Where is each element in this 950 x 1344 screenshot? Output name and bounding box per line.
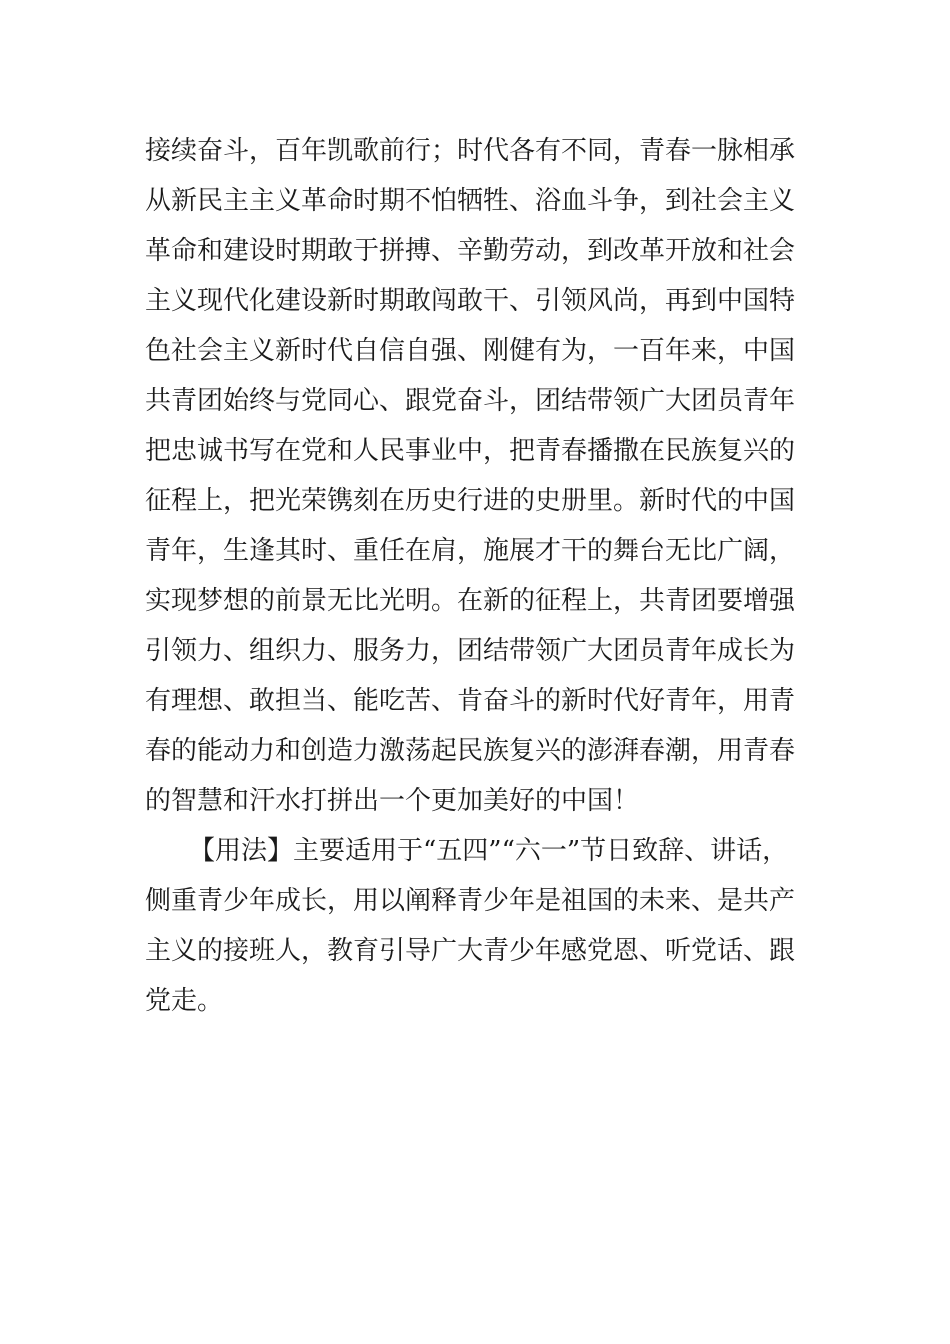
text-line: 接续奋斗，百年凯歌前行；时代各有不同，青春一脉相承 — [145, 136, 796, 166]
usage-label: 【用法】 — [189, 836, 294, 866]
text-line: 革命和建设时期敢于拼搏、辛勤劳动，到改革开放和社会 — [145, 236, 796, 266]
paragraph-usage — [145, 826, 845, 1026]
text-line: 把忠诚书写在党和人民事业中，把青春播撒在民族复兴的 — [145, 436, 796, 466]
text-line: 青年，生逢其时、重任在肩，施展才干的舞台无比广阔， — [145, 536, 796, 566]
text-line: 春的能动力和创造力激荡起民族复兴的澎湃春潮，用青春 — [145, 736, 796, 766]
text-line: 有理想、敢担当、能吃苦、肯奋斗的新时代好青年，用青 — [145, 686, 796, 716]
text-line: 实现梦想的前景无比光明。在新的征程上，共青团要增强 — [145, 586, 796, 616]
text-line: 主义现代化建设新时期敢闯敢干、引领风尚，再到中国特 — [145, 286, 796, 316]
document-body — [145, 126, 845, 1026]
text-line: 引领力、组织力、服务力，团结带领广大团员青年成长为 — [145, 636, 796, 666]
text-line: 共青团始终与党同心、跟党奋斗，团结带领广大团员青年 — [145, 386, 796, 416]
text-line: 的智慧和汗水打拼出一个更加美好的中国！ — [145, 786, 640, 816]
text-line: 侧重青少年成长，用以阐释青少年是祖国的未来、是共产 — [145, 886, 796, 916]
usage-first-line — [145, 826, 845, 876]
text-line: 征程上，把光荣镌刻在历史行进的史册里。新时代的中国 — [145, 486, 796, 516]
usage-first-line-text: 主要适用于“五四”“六一”节日致辞、讲话， — [293, 836, 789, 866]
text-line: 从新民主主义革命时期不怕牺牲、浴血斗争，到社会主义 — [145, 186, 796, 216]
text-line: 党走。 — [145, 986, 224, 1016]
paragraph-main — [145, 126, 845, 826]
text-line: 色社会主义新时代自信自强、刚健有为，一百年来，中国 — [145, 336, 796, 366]
text-line: 主义的接班人，教育引导广大青少年感党恩、听党话、跟 — [145, 936, 796, 966]
